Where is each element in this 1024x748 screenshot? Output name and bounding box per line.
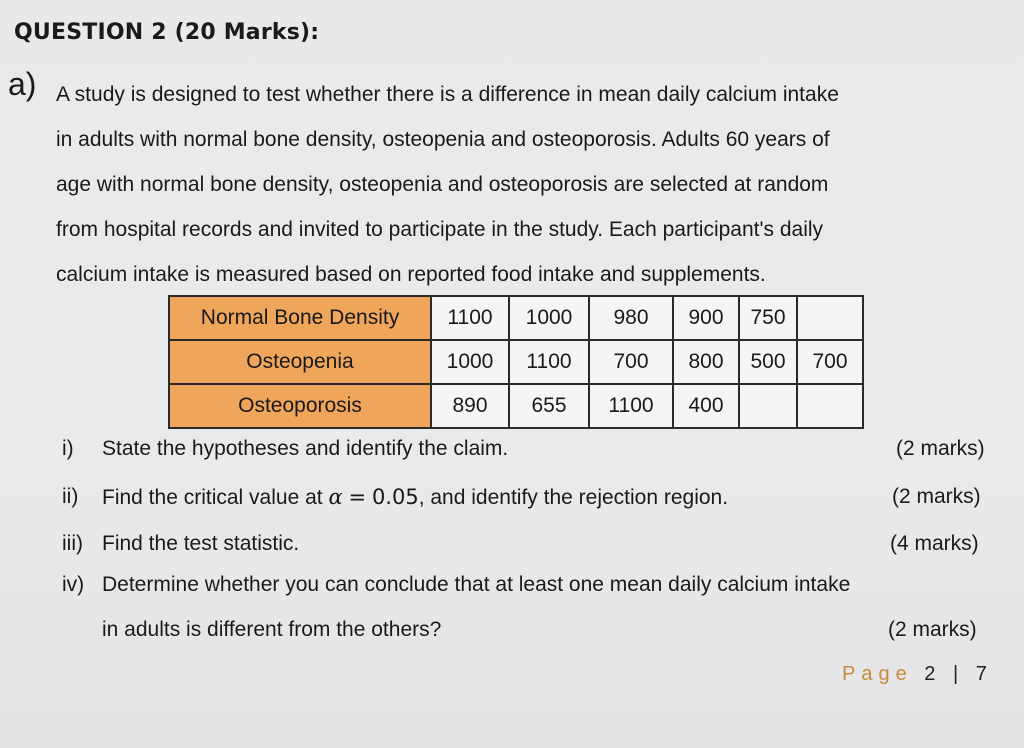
row-header: Osteoporosis bbox=[169, 384, 431, 428]
table-cell: 1100 bbox=[509, 340, 589, 384]
question-marks: (2 marks) bbox=[888, 618, 977, 641]
table-cell: 750 bbox=[739, 296, 797, 340]
table-row bbox=[169, 340, 863, 384]
table-cell: 700 bbox=[797, 340, 863, 384]
row-header: Osteopenia bbox=[169, 340, 431, 384]
page-word: Page bbox=[842, 663, 913, 685]
question-number: i) bbox=[62, 437, 74, 460]
table-cell: 980 bbox=[589, 296, 673, 340]
equals-sign: = bbox=[348, 485, 367, 509]
page-number: 2 | 7 bbox=[924, 663, 993, 685]
table-cell: 1100 bbox=[431, 296, 509, 340]
question-text: Find the test statistic. bbox=[102, 532, 300, 555]
table-cell: 700 bbox=[589, 340, 673, 384]
question-heading: QUESTION 2 (20 Marks): bbox=[14, 20, 320, 45]
table-cell: 800 bbox=[673, 340, 739, 384]
question-item bbox=[62, 573, 851, 597]
row-header: Normal Bone Density bbox=[169, 296, 431, 340]
table-cell: 890 bbox=[431, 384, 509, 428]
page-footer bbox=[842, 663, 993, 686]
intro-line: A study is designed to test whether there is a difference in mean daily calcium intake bbox=[56, 83, 839, 106]
table-cell: 655 bbox=[509, 384, 589, 428]
table-row bbox=[169, 296, 863, 340]
alpha-symbol: α bbox=[328, 485, 343, 509]
table-cell bbox=[739, 384, 797, 428]
intro-line: calcium intake is measured based on reported food intake and supplements. bbox=[56, 263, 766, 286]
question-number: iv) bbox=[62, 573, 85, 596]
table-cell: 900 bbox=[673, 296, 739, 340]
question-item bbox=[62, 532, 300, 556]
table-cell: 1000 bbox=[509, 296, 589, 340]
question-marks: (2 marks) bbox=[892, 485, 981, 508]
intro-line: from hospital records and invited to participate in the study. Each participant's daily bbox=[56, 218, 824, 241]
question-marks: (4 marks) bbox=[890, 532, 979, 555]
intro-line: in adults with normal bone density, osteopenia and osteoporosis. Adults 60 years of bbox=[56, 128, 830, 151]
calcium-intake-table bbox=[168, 295, 864, 429]
table-cell: 400 bbox=[673, 384, 739, 428]
question-text-continued: in adults is different from the others? bbox=[102, 618, 442, 641]
question-marks: (2 marks) bbox=[896, 437, 985, 460]
intro-paragraph bbox=[56, 72, 1006, 297]
table-cell bbox=[797, 384, 863, 428]
question-text bbox=[102, 485, 728, 510]
table-cell: 1000 bbox=[431, 340, 509, 384]
question-text-part: Find the critical value at bbox=[102, 486, 323, 509]
part-label: a) bbox=[8, 66, 37, 102]
question-text: State the hypotheses and identify the claim. bbox=[102, 437, 509, 460]
alpha-value: 0.05 bbox=[371, 485, 419, 509]
intro-line: age with normal bone density, osteopenia and osteoporosis are selected at random bbox=[56, 173, 829, 196]
question-number: iii) bbox=[62, 532, 83, 555]
question-item bbox=[62, 437, 509, 461]
table-cell: 1100 bbox=[589, 384, 673, 428]
table-cell: 500 bbox=[739, 340, 797, 384]
table-row bbox=[169, 384, 863, 428]
question-number: ii) bbox=[62, 485, 79, 508]
table-cell bbox=[797, 296, 863, 340]
question-text-part: , and identify the rejection region. bbox=[418, 486, 729, 509]
question-text: Determine whether you can conclude that at least one mean daily calcium intake bbox=[102, 573, 851, 596]
question-item bbox=[62, 485, 729, 509]
